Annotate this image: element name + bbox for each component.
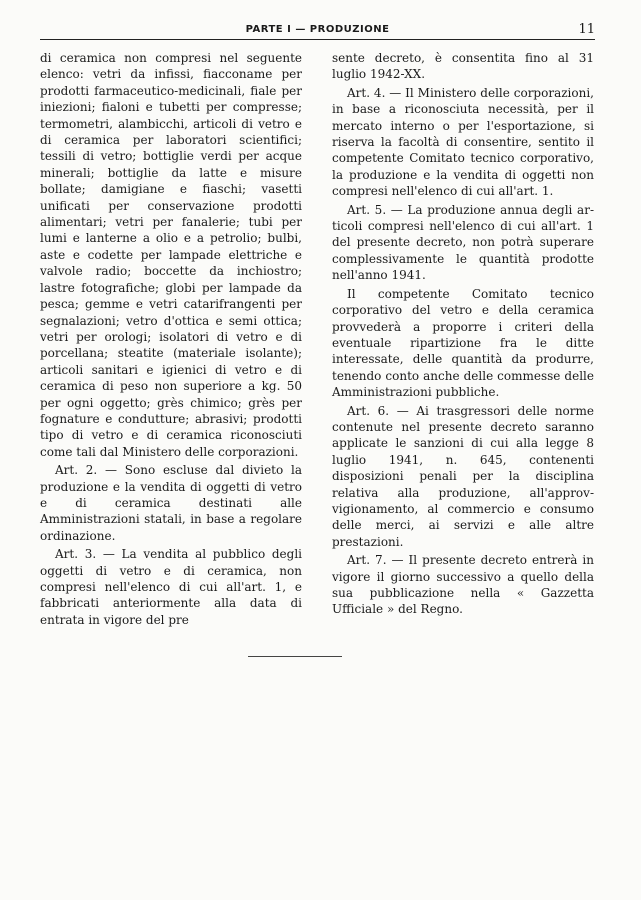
article-2-paragraph: Art. 2. — Sono escluse dal divieto la produzione e la vendita di oggetti di vetro e di ceramica destinati alle Amministrazioni statali, in base a regolare ordinazione. [40, 463, 302, 543]
right-column [332, 50, 594, 620]
header-rule [40, 39, 595, 40]
page-number: 11 [578, 22, 595, 37]
article-3-continuation: sente decreto, è consentita fino al 31 luglio 1942-XX. [332, 51, 594, 82]
list-continuation-paragraph: di ceramica non compresi nel seguente elenco: vetri da infissi, fiacconame per prodotti farmaceutico-medicinali, fiale per iniezioni; fialoni e tubetti per compresse; termometri, alambicchi, articoli di vetro e di ceramica per laboratori scientifici; tessili di vetro; bottiglie verdi per acque minerali; bottiglie da latte e misure bollate; damigiane e fiaschi; vasetti unificati per conservazione prodotti alimentari; vetri per fanalerie; tubi per lumi e lanterne a olio e a petrolio; bulbi, aste e codette per lampade elettriche e valvole radio; boccette da inchiostro; lastre fotografiche; globi per lampade da pesca; gemme e vetri catarifrangenti per segnalazioni; vetro d'ottica e semi ottica; vetri per orologi; isolatori di vetro e di porcellana; steatite (materiale isolante); articoli sanitari e igienici di vetro e di ceramica di peso non superiore a kg. 50 per ogni oggetto; grès chimico; grès per fognature e condutture; abrasivi; prodotti tipo di vetro e di ceramica riconosciuti come tali dal Ministero delle corporazioni. [40, 51, 302, 459]
article-4-paragraph: Art. 4. — Il Ministero delle corporazioni, in base a riconosciuta necessità, per il mercato interno o per l'esportazione, si riserva la facoltà di consentire, sentito il competente Comitato tecnico corporativo, la produzione e la vendita di oggetti non compresi nell'elenco di cui all'art. 1. [332, 85, 594, 199]
article-6-paragraph: Art. 6. — Ai trasgressori delle norme contenute nel presente decreto saranno applicate le sanzioni di cui alla legge 8 luglio 1941, n. 645, contenenti disposizioni penali per la disciplina relativa alla produzione, all'approvvigionamento, al commercio e consumo delle merci, ai servizi e alle altre prestazioni. [332, 403, 594, 549]
article-5-paragraph: Art. 5. — La produzione annua degli articoli compresi nell'elenco di cui all'art. 1 del presente decreto, non potrà superare complessivamente le quantità prodotte nell'anno 1941. [332, 202, 594, 283]
article-5-second-paragraph: Il competente Comitato tecnico corporativo del vetro e della ceramica provvederà a proporre i criteri della eventuale ripartizione fra le ditte interessate, delle quantità da produrre, tenendo conto anche delle commesse delle Amministrazioni pubbliche. [332, 286, 594, 400]
end-rule [248, 656, 342, 657]
left-column [40, 50, 302, 630]
article-7-paragraph: Art. 7. — Il presente decreto entrerà in vigore il giorno successivo a quello della sua pubblicazione nella « Gazzetta Ufficiale » del Regno. [332, 553, 594, 617]
header-title: PARTE I — PRODUZIONE [245, 24, 390, 35]
article-3-paragraph: Art. 3. — La vendita al pubblico degli oggetti di vetro e di ceramica, non compresi nell'elenco di cui all'art. 1, e fabbricati anteriormente alla data di entrata in vigore del pre [40, 547, 302, 627]
